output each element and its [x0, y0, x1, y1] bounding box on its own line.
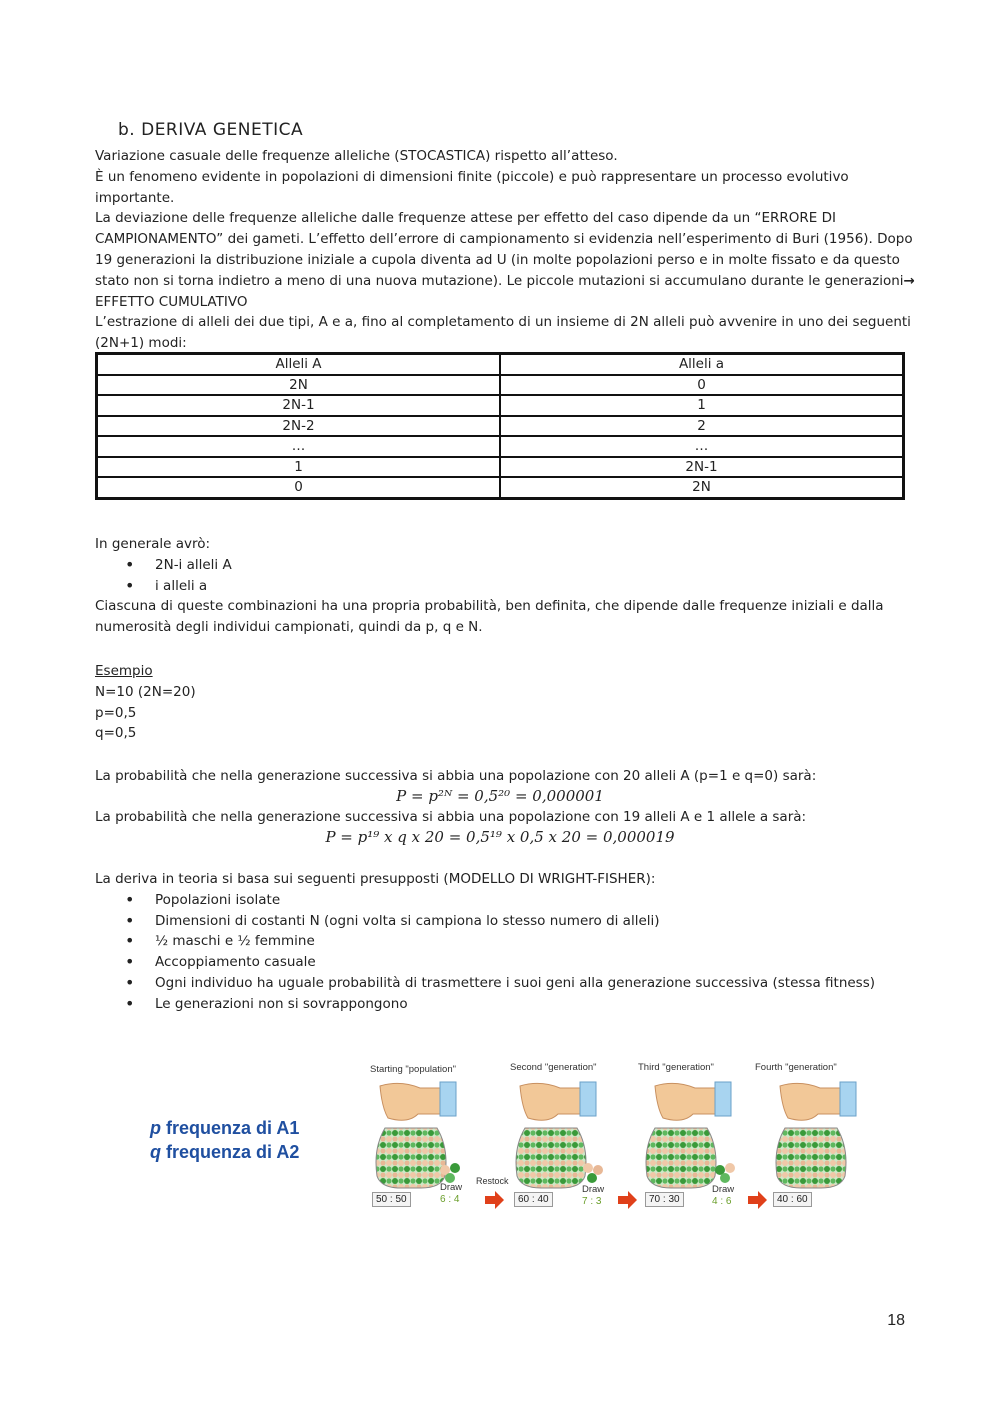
stage-label: Second "generation": [510, 1062, 597, 1073]
count-box: 40 : 60: [773, 1192, 812, 1207]
genetic-drift-figure: [140, 1058, 860, 1218]
table-row: [97, 457, 904, 478]
example-line: N=10 (2N=20): [95, 683, 196, 700]
hand-icon: [520, 1082, 596, 1120]
legend-p-symbol: p: [150, 1118, 161, 1138]
formula-1: P = p²ᴺ = 0,5²⁰ = 0,000001: [396, 787, 604, 805]
list-item: • Popolazioni isolate: [95, 890, 915, 911]
list-item: • Le generazioni non si sovrappongono: [95, 994, 915, 1015]
list-item: • ½ maschi e ½ femmine: [95, 931, 915, 952]
table-cell: 2N-2: [97, 416, 501, 437]
formula-2: P = p¹⁹ x q x 20 = 0,5¹⁹ x 0,5 x 20 = 0,000019: [325, 828, 675, 846]
table-cell: …: [500, 436, 904, 457]
page-number: 18: [887, 1312, 905, 1329]
legend-q-symbol: q: [150, 1142, 161, 1162]
arrow-icon: →: [903, 272, 915, 289]
draw-count: 6 : 4: [440, 1194, 460, 1205]
example-title: Esempio: [95, 663, 153, 679]
draw-count: 4 : 6: [712, 1196, 732, 1207]
hand-icon: [380, 1082, 456, 1120]
bag-icon: [376, 1128, 446, 1188]
draw-label: Draw: [440, 1182, 463, 1193]
intro-paragraph-4: L’estrazione di alleli dei due tipi, A e a, fino al completamento di un insieme di 2N alleli può avvenire in uno dei seguenti (2N+1) modi:: [95, 314, 911, 352]
hand-icon: [780, 1082, 856, 1120]
table-row: [97, 477, 904, 498]
header-alleli-A: Alleli A: [97, 354, 501, 375]
wright-fisher-lead: La deriva in teoria si basa sui seguenti presupposti (MODELLO DI WRIGHT-FISHER):: [95, 871, 656, 887]
alleles-table: [95, 352, 905, 500]
bag-icon: [646, 1128, 716, 1188]
drawn-beads-icon: [583, 1163, 603, 1183]
restock-label: Restock: [476, 1176, 509, 1186]
wright-fisher-block: [95, 869, 915, 1015]
draw-label: Draw: [712, 1184, 735, 1195]
drawn-beads-icon: [715, 1163, 735, 1183]
drift-illustration: [140, 1058, 860, 1218]
intro-block: [95, 146, 915, 354]
list-item: • Accoppiamento casuale: [95, 952, 915, 973]
table-row: [97, 375, 904, 396]
red-arrow-icon: [485, 1191, 504, 1209]
draw-count: 7 : 3: [582, 1196, 602, 1207]
probability-text-2: La probabilità che nella generazione successiva si abbia una popolazione con 19 alleli A e 1 allele a sarà:: [95, 809, 807, 825]
intro-paragraph-1: Variazione casuale delle frequenze alleliche (STOCASTICA) rispetto all’atteso.: [95, 148, 618, 164]
table-cell: 2N: [500, 477, 904, 498]
probability-text-1: La probabilità che nella generazione successiva si abbia una popolazione con 20 alleli A (p=1 e q=0) sarà:: [95, 768, 817, 784]
stage-label: Fourth "generation": [755, 1062, 837, 1073]
example-line: p=0,5: [95, 704, 137, 721]
table-row: [97, 416, 904, 437]
general-block: [95, 534, 915, 638]
table-row: [97, 436, 904, 457]
general-text: Ciascuna di queste combinazioni ha una propria probabilità, ben definita, che dipende dalle frequenze iniziali e dalla numerosità degli individui campionati, quindi da p, q e N.: [95, 598, 884, 636]
legend-q-text: frequenza di A2: [166, 1142, 300, 1162]
red-arrow-icon: [748, 1191, 767, 1209]
intro-paragraph-2: È un fenomeno evidente in popolazioni di dimensioni finite (piccole) e può rappresentare un processo evolutivo importante.: [95, 168, 849, 206]
general-list: [95, 555, 915, 597]
example-block: [95, 661, 915, 744]
table-cell: 2N-1: [500, 457, 904, 478]
table-header-row: [97, 354, 904, 375]
list-item: • Ogni individuo ha uguale probabilità di trasmettere i suoi geni alla generazione successiva (stessa fitness): [95, 973, 915, 994]
count-box: 70 : 30: [645, 1192, 684, 1207]
cumulative-effect: EFFETTO CUMULATIVO: [95, 293, 248, 310]
count-box: 60 : 40: [514, 1192, 553, 1207]
count-box: 50 : 50: [372, 1192, 411, 1207]
intro-paragraph-3: [95, 208, 915, 312]
draw-label: Draw: [582, 1184, 605, 1195]
list-item: • Dimensioni di costanti N (ogni volta si campiona lo stesso numero di alleli): [95, 911, 915, 932]
intro-paragraph-3-text: La deviazione delle frequenze alleliche dalle frequenze attese per effetto del caso dipende da un “ERRORE DI CAMPIONAMENTO” dei gameti. L’effetto dell’errore di campionamento si evidenzia nell’esperimento di Buri (1956). Dopo 19 generazioni la distribuzione iniziale a cupola diventa ad U (in molte popolazioni perso e in molte fissato e da questo stato non si torna indietro a meno di una nuova mutazione). Le piccole mutazioni si accumulano durante le generazioni: [95, 210, 913, 289]
list-item: • i alleli a: [95, 576, 915, 597]
list-item: • 2N-i alleli A: [95, 555, 915, 576]
table-row: [97, 395, 904, 416]
table-cell: 0: [500, 375, 904, 396]
header-alleli-a: Alleli a: [500, 354, 904, 375]
red-arrow-icon: [618, 1191, 637, 1209]
legend-p-text: frequenza di A1: [166, 1118, 300, 1138]
table-cell: 1: [97, 457, 501, 478]
section-heading: b. DERIVA GENETICA: [118, 120, 304, 140]
table-cell: …: [97, 436, 501, 457]
table-cell: 2: [500, 416, 904, 437]
table-cell: 2N: [97, 375, 501, 396]
general-lead: In generale avrò:: [95, 536, 211, 552]
table-cell: 2N-1: [97, 395, 501, 416]
bag-icon: [516, 1128, 586, 1188]
stage-label: Third "generation": [638, 1062, 714, 1073]
table-cell: 0: [97, 477, 501, 498]
example-line: q=0,5: [95, 725, 137, 742]
wright-fisher-list: [95, 890, 915, 1015]
table-cell: 1: [500, 395, 904, 416]
bag-icon: [776, 1128, 846, 1188]
hand-icon: [655, 1082, 731, 1120]
stage-label: Starting "population": [370, 1064, 456, 1075]
